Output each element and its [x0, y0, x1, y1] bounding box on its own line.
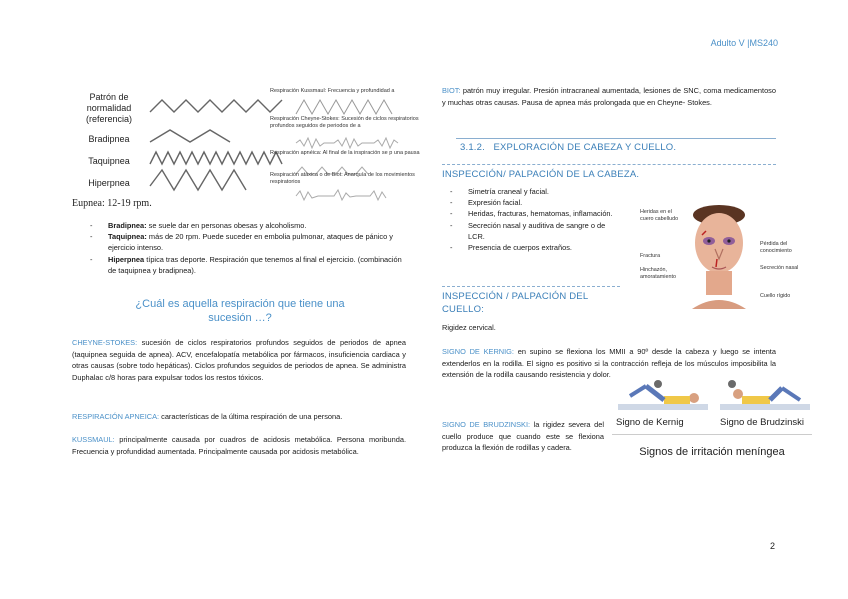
kernig-illustration — [618, 374, 708, 412]
caption-cheyne-stokes: Respiración Cheyne-Stokes: Sucesión de ciclos respiratorios profundos seguidos de periodos de a — [270, 116, 419, 129]
breathing-patterns-figure — [72, 86, 426, 214]
list-item: - Expresión facial. — [448, 197, 620, 208]
wave-normal — [150, 100, 282, 112]
neck-text: Rigidez cervical. — [442, 323, 496, 332]
brudzinski-illustration — [720, 374, 810, 412]
wave-hiperpnea — [150, 170, 246, 190]
paragraph-cheyne-stokes: CHEYNE-STOKES: sucesión de ciclos respiratorios profundos seguidos de periodos de apnea (taquipnea seguida de apnea). ACV, encefalopatía metabólica por fármacos, insuficiencia cardiaca y otras causas (sobre todo hepáticas). Ciclos profundos seguidos de periodos de apnea. Se administra Duphalac c/8 horas para expulsar todos los restos tóxicos. — [72, 338, 406, 382]
wave-bradipnea — [150, 130, 230, 142]
label-taquipnea: Taquipnea — [88, 156, 130, 166]
label-fractura: Fractura — [640, 253, 661, 259]
label-hiperpnea: Hiperpnea — [88, 178, 130, 188]
breathing-waveforms — [148, 86, 288, 196]
meningeal-divider — [612, 434, 812, 435]
list-item: - Secreción nasal y auditiva de sangre o de LCR. — [448, 220, 620, 242]
wave-taquipnea — [150, 152, 282, 164]
label-perdida-conocimiento: Pérdida del conocimiento — [760, 241, 792, 254]
list-item: - Simetría craneal y facial. — [448, 186, 620, 197]
wave-cheyne-stokes — [294, 136, 414, 150]
paragraph-kernig: SIGNO DE KERNIG: en supino se flexiona los MMII a 90º desde la cabeza y luego se intenta extenderlos en la rodilla. El signo es positivo si la contracción refleja de los músculos imposibilita la extensión de la rodilla causando resistencia y dolor. — [442, 347, 776, 380]
meningeal-signs-figure — [612, 370, 812, 464]
paragraph-kussmaul: KUSSMAUL: principalmente causada por cuadros de acidosis metabólica. Persona moribunda. Frecuencia y profundidad aumentada. Principalmente causada por acidosis metabólica. — [72, 435, 406, 456]
label-cuello-rigido: Cuello rígido — [760, 293, 791, 299]
label-hinchazon: Hinchazón, amoratamiento — [640, 267, 676, 280]
label-normal: Patrón de normalidad (referencia) — [85, 92, 132, 124]
caption-apneica: Respiración apnéica: Al final de la inspiración se p una pausa — [270, 150, 420, 156]
page-number: 2 — [770, 541, 776, 551]
paragraph-apneica: RESPIRACIÓN APNEICA: características de la última respiración de una persona. — [72, 412, 343, 421]
head-inspection-list — [448, 186, 620, 253]
section-rule-bottom — [442, 164, 776, 165]
paragraph-brudzinski: SIGNO DE BRUDZINSKI: la rigidez severa del cuello produce que cuando este se flexiona produzca la flexión de rodillas y cadera. — [442, 420, 604, 453]
list-item: - Taquipnea: más de 20 rpm. Puede suceder en embolia pulmonar, ataques de pánico y ejercicio intenso. — [88, 231, 406, 253]
label-brudzinski: Signo de Brudzinski — [720, 417, 804, 428]
head-injury-figure — [640, 205, 800, 309]
caption-kussmaul: Respiración Kussmaul: Frecuencia y profundidad a — [270, 88, 395, 94]
question-heading: ¿Cuál es aquella respiración que tiene una sucesión …? — [135, 298, 345, 324]
neck-inspection-heading: INSPECCIÓN / PALPACIÓN DEL CUELLO: — [442, 291, 588, 315]
head-inspection-heading: INSPECCIÓN/ PALPACIÓN DE LA CABEZA. — [442, 169, 640, 180]
label-bradipnea: Bradipnea — [88, 134, 130, 144]
eupnea-label: Eupnea: 12-19 rpm. — [72, 198, 152, 209]
meningeal-title: Signos de irritación meníngea — [639, 446, 785, 458]
section-rule-neck — [442, 286, 620, 287]
list-item: - Hiperpnea típica tras deporte. Respiración que tenemos al final el ejercicio. (combinación de taquipnea y bradipnea). — [88, 254, 406, 276]
label-heridas: Heridas en el cuero cabelludo — [640, 209, 679, 222]
label-kernig: Signo de Kernig — [616, 417, 684, 428]
respiration-types-list — [88, 220, 406, 276]
header-course: Adulto V |MS240 — [710, 38, 778, 48]
label-secrecion-nasal: Secreción nasal — [760, 265, 799, 271]
wave-biot — [294, 188, 414, 202]
list-item: - Bradipnea: se suele dar en personas obesas y alcoholismo. — [88, 220, 406, 231]
paragraph-biot: BIOT: patrón muy irregular. Presión intracraneal aumentada, lesiones de SNC, coma medicamentoso y muchas otras causas. Pausa de apnea más prolongada que en Cheyne- Stokes. — [442, 86, 776, 107]
head-illustration — [684, 205, 754, 309]
section-rule-top — [456, 138, 776, 139]
section-title-312: 3.1.2. EXPLORACIÓN DE CABEZA Y CUELLO. — [460, 142, 677, 153]
list-item: - Heridas, fracturas, hematomas, inflamación. — [448, 208, 620, 219]
caption-biot: Respiración atáxica o de Biot: Anarquía de los movimientos respiratorios — [270, 172, 415, 185]
list-item: - Presencia de cuerpos extraños. — [448, 242, 620, 253]
wave-kussmaul — [294, 96, 394, 116]
